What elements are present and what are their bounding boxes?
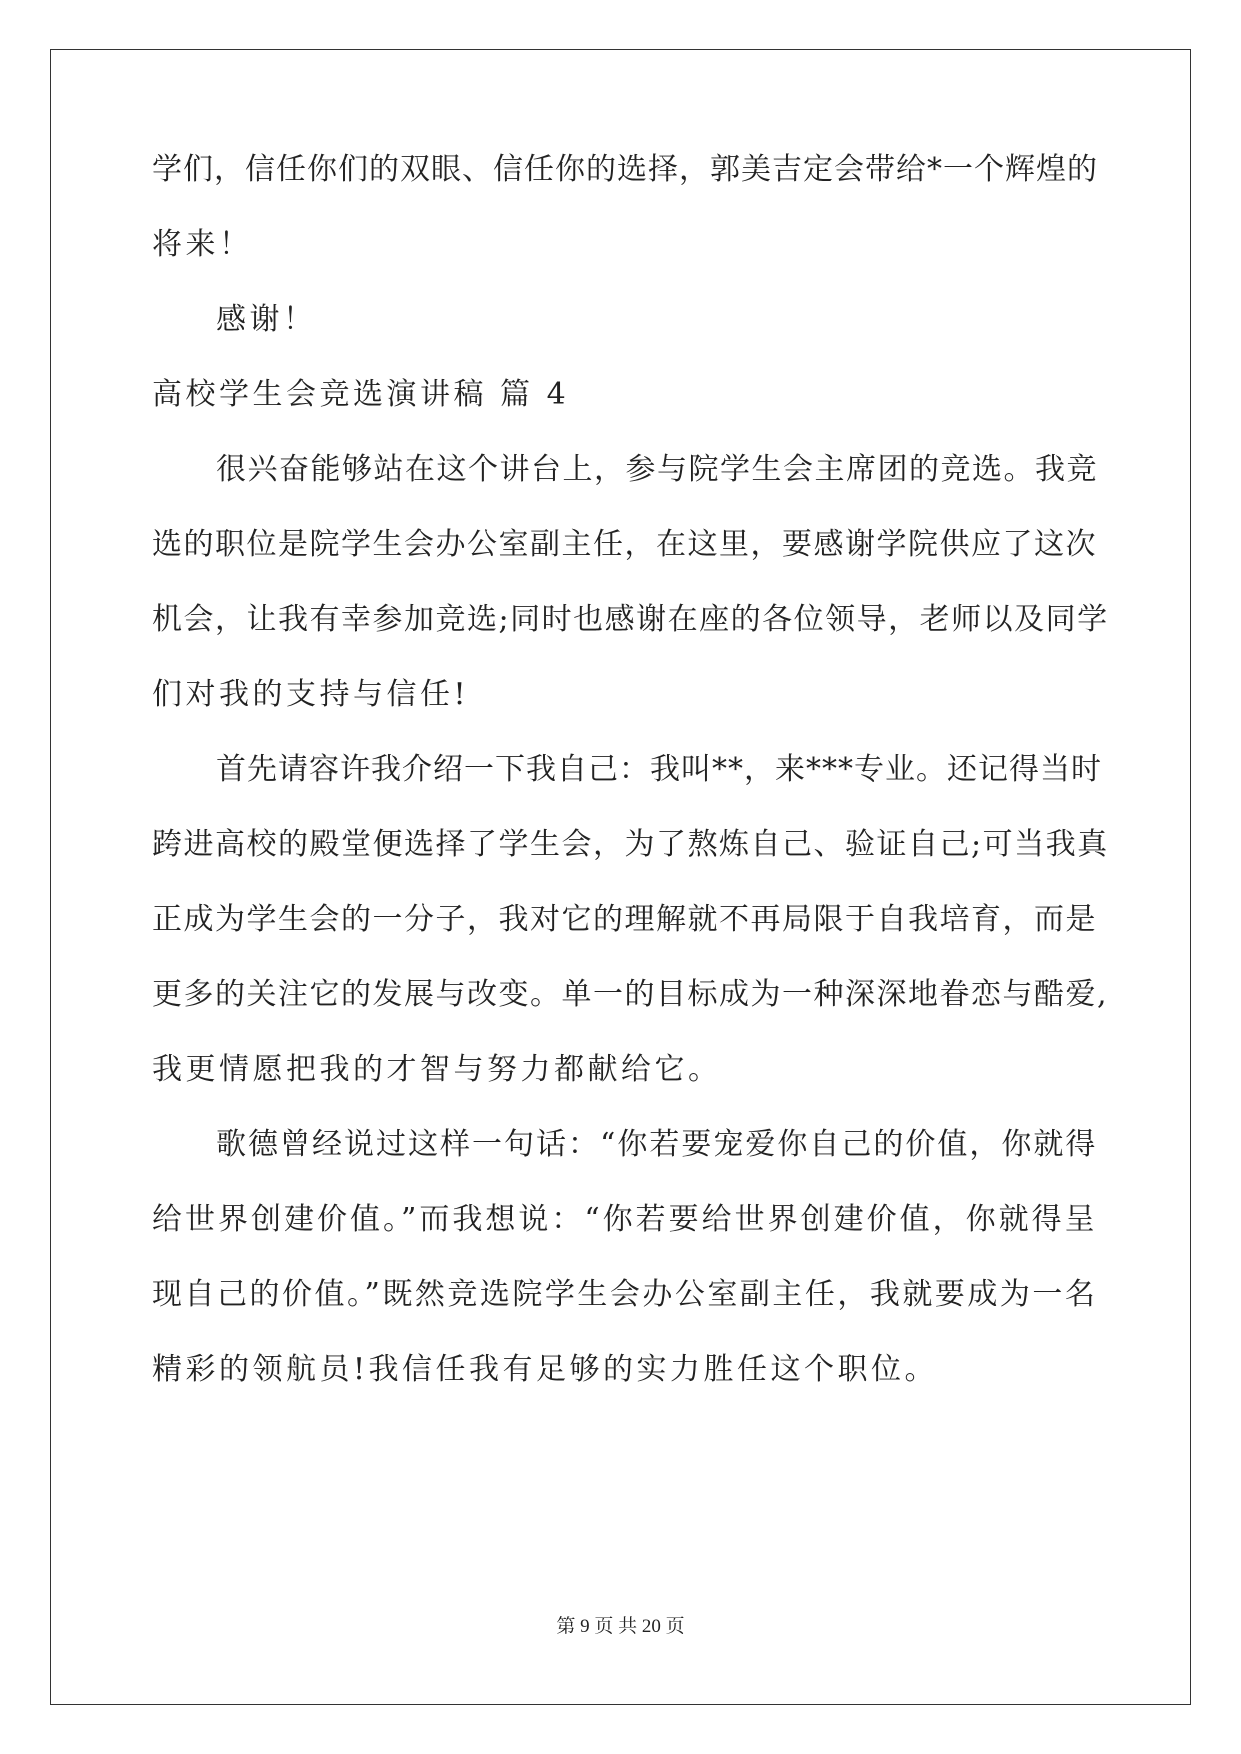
text-line: 们对我的支持与信任! [152,677,470,712]
text-line: 正成为学生会的一分子，我对它的理解就不再局限于自我培育，而是 [152,902,1097,937]
text-line: 精彩的领航员!我信任我有足够的实力胜任这个职位。 [152,1352,939,1387]
text-line: 机会，让我有幸参加竞选;同时也感谢在座的各位领导，老师以及同学 [152,602,1109,637]
text-line: 歌德曾经说过这样一句话：“你若要宠爱你自己的价值，你就得 [216,1127,1098,1162]
page-number-footer: 第 9 页 共 20 页 [556,1616,685,1637]
text-line: 感谢！ [216,302,317,337]
text-line: 很兴奋能够站在这个讲台上，参与院学生会主席团的竞选。我竞 [216,452,1098,487]
text-line: 首先请容许我介绍一下我自己：我叫**，来***专业。还记得当时 [216,752,1102,787]
text-line: 学们，信任你们的双眼、信任你的选择，郭美吉定会带给*一个辉煌的 [152,152,1098,187]
text-line: 更多的关注它的发展与改变。单一的目标成为一种深深地眷恋与酷爱, [152,977,1109,1012]
text-line: 我更情愿把我的才智与努力都献给它。 [152,1052,722,1087]
text-line: 选的职位是院学生会办公室副主任，在这里，要感谢学院供应了这次 [152,527,1097,562]
section-heading: 高校学生会竞选演讲稿 篇 4 [152,377,570,412]
page-frame [50,49,1191,1705]
text-line: 将来！ [152,227,253,262]
text-line: 给世界创建价值。”而我想说：“你若要给世界创建价值，你就得呈 [152,1202,1098,1237]
text-line: 现自己的价值。”既然竞选院学生会办公室副主任，我就要成为一名 [152,1277,1098,1312]
text-line: 跨进高校的殿堂便选择了学生会，为了熬炼自己、验证自己;可当我真 [152,827,1109,862]
